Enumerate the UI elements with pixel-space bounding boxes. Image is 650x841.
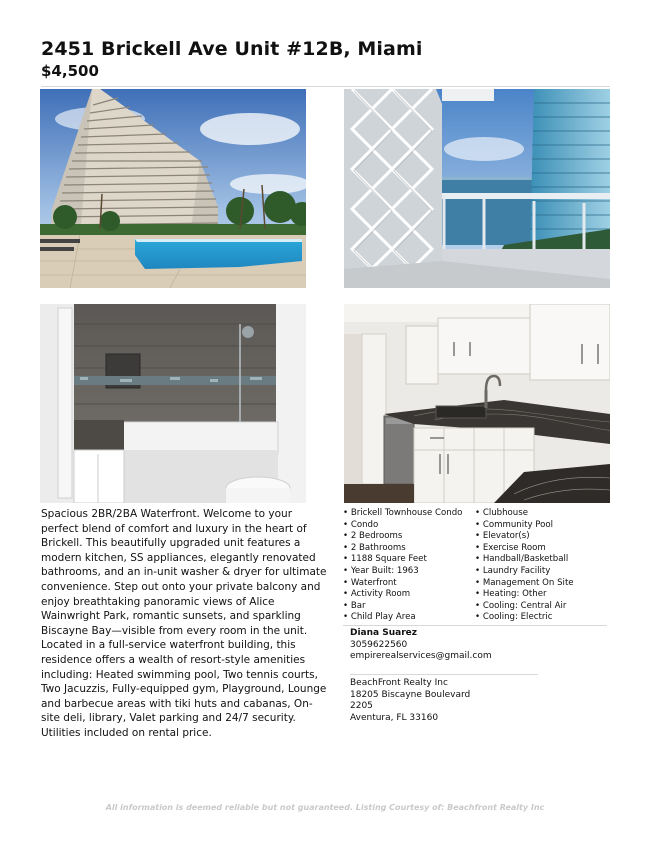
feature-item: • Child Play Area [343,612,473,624]
feature-item: • Cooling: Central Air [475,601,610,613]
feature-item: • Condo [343,520,473,532]
office-contact [350,678,470,724]
office-address-line2: 2205 [350,701,373,712]
office-address-line1: 18205 Biscayne Boulevard [350,689,471,700]
feature-item: • Elevator(s) [475,531,610,543]
agent-email[interactable]: empirerealservices@gmail.com [350,651,492,662]
listing-description: Spacious 2BR/2BA Waterfront. Welcome to your perfect blend of comfort and luxury in the heart of Brickell. This beautifully upgraded unit features a modern kitchen, SS appliances, elegantly renovated bathrooms, and an in-unit washer & dryer for ultimate convenience. Step out onto your private balcony and enjoy breathtaking panoramic views of Alice Wainwright Park, romantic sunsets, and sparkling Biscayne Bay—visible from every room in the unit. Located in a full-service waterfront building, this residence offers a wealth of resort-style amenities including: Heated swimming pool, Two tennis courts, Two Jacuzzis, Fully-equipped gym, Playground, Lounge and barbecue areas with tiki huts and cabanas, On-site deli, library, Valet parking and 24/7 security. Utilities included on rental price. [41,508,327,739]
agent-name: Diana Suarez [350,628,417,638]
features-list-right [475,508,610,624]
building-pool-photo[interactable] [40,89,306,288]
office-name: BeachFront Realty Inc [350,678,448,688]
feature-item: • Waterfront [343,578,473,590]
listing-title: 2451 Brickell Ave Unit #12B, Miami [41,38,423,60]
feature-item: • Clubhouse [475,508,610,520]
feature-item: • 1188 Square Feet [343,554,473,566]
feature-item: • Cooling: Electric [475,612,610,624]
features-list-left [343,508,473,624]
listing-price: $4,500 [41,62,99,80]
office-city: Aventura, FL 33160 [350,712,439,723]
feature-item: • Handball/Basketball [475,554,610,566]
feature-item: • Activity Room [343,589,473,601]
disclaimer-footer: All information is deemed reliable but not guaranteed. Listing Courtesy of: Beachfront Realty Inc [105,803,545,812]
feature-item: • Community Pool [475,520,610,532]
header-divider [41,86,610,87]
feature-item: • Heating: Other [475,589,610,601]
feature-item: • Year Built: 1963 [343,566,473,578]
feature-item: • Laundry Facility [475,566,610,578]
feature-item: • 2 Bedrooms [343,531,473,543]
agent-contact [350,628,492,663]
kitchen-photo[interactable] [344,304,610,503]
feature-item: • Bar [343,601,473,613]
feature-item: • Exercise Room [475,543,610,555]
features-divider [343,625,607,626]
feature-item: • Management On Site [475,578,610,590]
agent-phone[interactable]: 3059622560 [350,639,408,650]
agent-divider [350,674,538,675]
feature-item: • Brickell Townhouse Condo [343,508,473,520]
bathroom-photo[interactable] [40,304,306,503]
feature-item: • 2 Bathrooms [343,543,473,555]
balcony-bay-view-photo[interactable] [344,89,610,288]
